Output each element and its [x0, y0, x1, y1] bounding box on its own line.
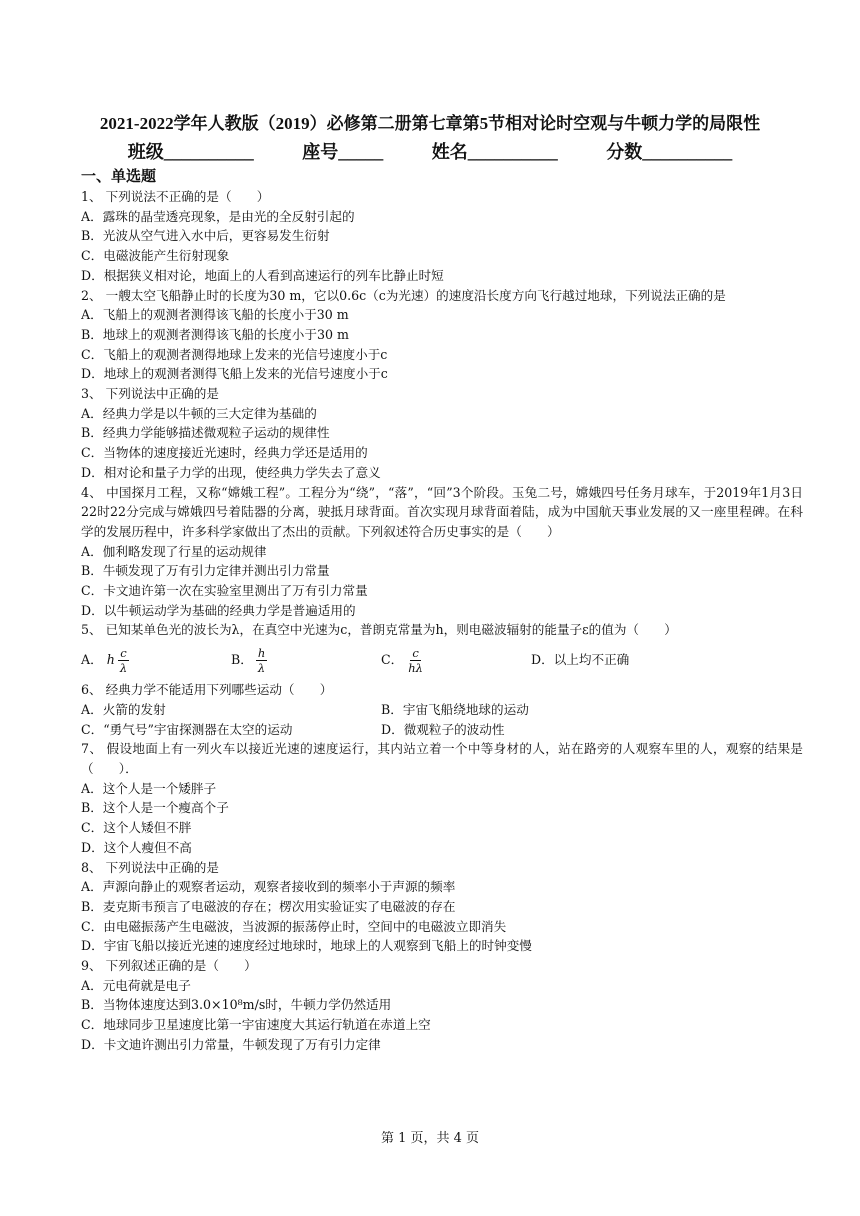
question-8-option-c: C．由电磁振荡产生电磁波，当波源的振荡停止时，空间中的电磁波立即消失	[81, 918, 507, 934]
question-7-option-b: B．这个人是一个瘦高个子	[81, 800, 229, 816]
question-7-option-a: A．这个人是一个矮胖子	[81, 780, 217, 796]
question-6-options-row-2	[81, 720, 803, 740]
question-3-option-d: D．相对论和量子力学的出现，使经典力学失去了意义	[81, 464, 381, 480]
question-6-options-row-1	[81, 700, 803, 720]
score-label: 分数	[606, 142, 643, 162]
question-2-stem: 2、 一艘太空飞船静止时的长度为30 m，它以0.6c（c为光速）的速度沿长度方向飞行越过地球，下列说法正确的是	[81, 287, 726, 303]
name-label: 姓名	[431, 142, 468, 162]
question-1-option-d: D．根据狭义相对论，地面上的人看到高速运行的列车比静止时短	[81, 267, 444, 283]
option-c-denominator: hλ	[408, 660, 423, 675]
question-9-option-d: D．卡文迪许测出引力常量，牛顿发现了万有引力定律	[81, 1036, 381, 1052]
question-4-option-b: B．牛顿发现了万有引力定律并测出引力常量	[81, 563, 330, 579]
seat-label: 座号	[302, 142, 339, 162]
question-9-option-a: A．元电荷就是电子	[81, 977, 191, 993]
question-5-options	[81, 640, 803, 680]
score-blank: __________	[642, 142, 733, 162]
question-5-stem: 5、 已知某单色光的波长为λ，在真空中光速为c，普朗克常量为h，则电磁波辐射的能量子ε的值为（ ）	[81, 622, 677, 638]
option-b-denominator: λ	[257, 660, 266, 675]
question-9-option-b: B．当物体速度达到3.0×10⁸m/s时，牛顿力学仍然适用	[81, 997, 392, 1013]
question-8-option-d: D．宇宙飞船以接近光速的速度经过地球时，地球上的人观察到飞船上的时钟变慢	[81, 938, 532, 954]
question-9-stem: 9、 下列叙述正确的是（ ）	[81, 958, 257, 974]
option-a-prefix: h	[106, 652, 115, 668]
question-9-option-c: C．地球同步卫星速度比第一宇宙速度大其运行轨道在赤道上空	[81, 1017, 431, 1033]
option-a-label: A．	[81, 652, 103, 668]
option-c-label: C．	[381, 652, 404, 668]
option-a-fraction	[118, 646, 129, 675]
question-3-stem: 3、 下列说法中正确的是	[81, 386, 219, 402]
question-5-option-d: D．以上均不正确	[531, 652, 630, 668]
question-1-option-c: C．电磁波能产生衍射现象	[81, 248, 230, 264]
class-blank: __________	[163, 142, 254, 162]
question-3-option-c: C．当物体的速度接近光速时，经典力学还是适用的	[81, 445, 368, 461]
section-title: 一、单选题	[81, 167, 157, 185]
question-2-option-d: D．地球上的观测者测得飞船上发来的光信号速度小于c	[81, 366, 388, 382]
question-6-option-a: A．火箭的发射	[81, 701, 166, 717]
question-6-option-d: D．微观粒子的波动性	[381, 721, 505, 737]
name-field[interactable]	[432, 138, 558, 164]
score-field[interactable]	[606, 138, 732, 164]
question-2-option-a: A．飞船上的观测者测得该飞船的长度小于30 m	[81, 307, 349, 323]
seat-blank: _____	[338, 142, 384, 162]
question-1-option-a: A．露珠的晶莹透亮现象，是由光的全反射引起的	[81, 208, 355, 224]
question-7-option-c: C．这个人矮但不胖	[81, 820, 192, 836]
question-4-option-a: A．伽利略发现了行星的运动规律	[81, 543, 267, 559]
option-a-numerator: c	[120, 645, 127, 660]
question-4-option-d: D．以牛顿运动学为基础的经典力学是普遍适用的	[81, 602, 356, 618]
option-a-denominator: λ	[119, 660, 128, 675]
question-8-option-a: A．声源向静止的观察者运动，观察者接收到的频率小于声源的频率	[81, 879, 456, 895]
option-c-fraction	[406, 646, 425, 675]
question-2-option-c: C．飞船上的观测者测得地球上发来的光信号速度小于c	[81, 346, 388, 362]
question-6-stem: 6、 经典力学不能适用下列哪些运动（ ）	[81, 682, 333, 698]
question-7-option-d: D．这个人瘦但不高	[81, 839, 192, 855]
question-7-stem: 7、 假设地面上有一列火车以接近光速的速度运行，其内站立着一个中等身材的人，站在路旁的人观察车里的人，观察的结果是（ ）．	[81, 741, 803, 776]
question-1-option-b: B．光波从空气进入水中后，更容易发生衍射	[81, 228, 330, 244]
name-blank: __________	[467, 142, 558, 162]
question-6-option-b: B．宇宙飞船绕地球的运动	[381, 701, 529, 717]
question-5-option-c	[381, 646, 531, 675]
question-1-stem: 1、 下列说法不正确的是（ ）	[81, 189, 270, 204]
class-label: 班级	[127, 142, 164, 162]
question-4-option-c: C．卡文迪许第一次在实验室里测出了万有引力常量	[81, 583, 368, 599]
question-4-stem: 4、 中国探月工程，又称“嫦娥工程”。工程分为“绕”，“落”，“回”3个阶段。玉兔二号，嫦娥四号任务月球车，于2019年1月3日22时22分完成与嫦娥四号着陆器的分离，驶抵月球背面。首次实现月球背面着陆，成为中国航天事业发展的又一座里程碑。在科学的发展历程中，许多科学家做出了杰出的贡献。下列叙述符合历史事实的是（ ）	[81, 484, 803, 539]
option-b-label: B．	[231, 652, 253, 668]
question-3-option-a: A．经典力学是以牛顿的三大定律为基础的	[81, 405, 317, 421]
question-5-option-b	[231, 646, 381, 675]
option-c-numerator: c	[412, 645, 419, 660]
question-5-option-a	[81, 646, 231, 675]
question-8-stem: 8、 下列说法中正确的是	[81, 859, 219, 875]
seat-field[interactable]	[302, 138, 383, 164]
class-field[interactable]	[128, 138, 254, 164]
page-title: 2021-2022学年人教版（2019）必修第二册第七章第5节相对论时空观与牛顿力学的局限性	[99, 114, 761, 133]
student-info-line	[0, 138, 860, 164]
question-8-option-b: B．麦克斯韦预言了电磁波的存在；楞次用实验证实了电磁波的存在	[81, 898, 456, 914]
page-footer: 第 1 页，共 4 页	[380, 1131, 480, 1146]
option-b-fraction	[256, 646, 267, 675]
question-3-option-b: B．经典力学能够描述微观粒子运动的规律性	[81, 425, 330, 441]
question-6-option-c: C．“勇气号”宇宙探测器在太空的运动	[81, 721, 293, 737]
question-2-option-b: B．地球上的观测者测得该飞船的长度小于30 m	[81, 326, 349, 342]
question-list	[81, 187, 803, 1055]
option-b-numerator: h	[257, 645, 266, 660]
